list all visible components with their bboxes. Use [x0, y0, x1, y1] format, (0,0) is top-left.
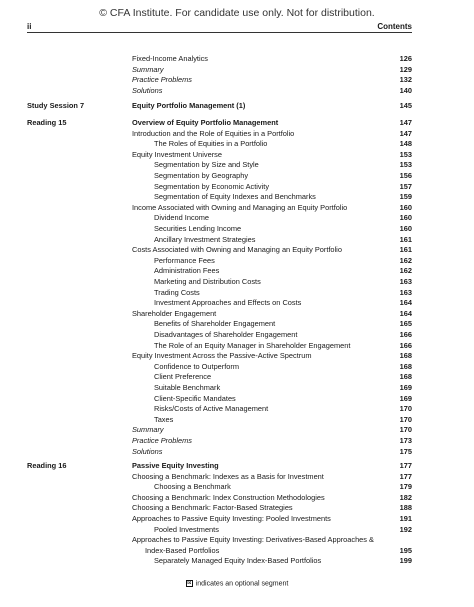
toc-entry	[0, 545, 474, 556]
toc-entry-title: Passive Equity Investing	[132, 461, 219, 470]
watermark: © CFA Institute. For candidate use only. Not for distribution.	[99, 7, 375, 19]
toc-entry-title: Equity Investment Across the Passive-Active Spectrum	[132, 351, 312, 361]
toc-entry-title: Client Preference	[154, 372, 212, 382]
toc-entry-title: Administration Fees	[154, 266, 220, 276]
toc-entry-title: Income Associated with Owning and Managing an Equity Portfolio	[132, 202, 348, 212]
toc-entry	[0, 382, 474, 393]
toc-entry-page: 177	[399, 471, 412, 481]
toc-entry-title: Risks/Costs of Active Management	[154, 404, 269, 414]
toc-entry	[0, 513, 474, 524]
toc-entry-title: Confidence to Outperform	[154, 361, 240, 371]
toc-entry-page: 164	[399, 308, 412, 318]
toc-entry-page: 192	[399, 524, 412, 534]
toc-entry	[0, 202, 474, 213]
toc-entry-title: Practice Problems	[132, 75, 192, 85]
toc-entry	[0, 149, 474, 160]
toc-entry	[0, 393, 474, 404]
toc-entry-title: Ancillary Investment Strategies	[154, 234, 256, 244]
toc-entry	[0, 117, 474, 128]
toc-entry	[0, 234, 474, 245]
toc-entry	[0, 481, 474, 492]
toc-entry	[0, 100, 474, 111]
toc-entry	[0, 446, 474, 457]
toc-entry-title: Solutions	[132, 446, 163, 456]
toc-entry-title: Investment Approaches and Effects on Costs	[154, 298, 302, 308]
toc-entry-title: Disadvantages of Shareholder Engagement	[154, 330, 298, 339]
toc-entry-title: Choosing a Benchmark	[154, 482, 231, 492]
footnote	[0, 580, 474, 587]
toc-entry-label: Reading 15	[27, 118, 67, 127]
toc-entry-page: 140	[399, 85, 412, 95]
toc-entry-page: 147	[399, 128, 412, 138]
toc-entry-title: Separately Managed Equity Index-Based Portfolios	[154, 556, 322, 566]
toc-entry	[0, 492, 474, 503]
toc-entry	[0, 435, 474, 446]
toc-entry	[0, 53, 474, 64]
toc-entry	[0, 371, 474, 382]
toc-entry-page: 145	[399, 101, 412, 110]
toc-entry	[0, 534, 474, 545]
toc-entry-page: 164	[399, 298, 412, 308]
toc-entry-title: Costs Associated with Owning and Managing an Equity Portfolio	[132, 245, 342, 255]
toc-entry	[0, 287, 474, 298]
toc-entry-page: 160	[399, 213, 412, 223]
toc-entry-title: Segmentation by Size and Style	[154, 160, 259, 170]
toc-entry-title: Overview of Equity Portfolio Management	[132, 118, 279, 127]
toc-entry-title: Benefits of Shareholder Engagement	[154, 319, 276, 329]
toc-entry-page: 129	[399, 64, 412, 74]
toc-entry-title: The Role of an Equity Manager in Shareholder Engagement	[154, 340, 351, 350]
toc-entry-page: 156	[399, 171, 412, 180]
toc-entry-page: 162	[399, 266, 412, 276]
toc-entry	[0, 424, 474, 435]
toc-entry	[0, 350, 474, 361]
toc-entry	[0, 74, 474, 85]
toc-entry-title: Choosing a Benchmark: Index Construction Methodologies	[132, 492, 325, 502]
toc-entry-page: 163	[399, 287, 412, 297]
toc-entry	[0, 159, 474, 170]
toc-entry-page: 160	[399, 202, 412, 212]
toc-entry-page: 169	[399, 393, 412, 403]
toc-entry-title: Solutions	[132, 85, 163, 95]
toc-entry-title: Approaches to Passive Equity Investing: Pooled Investments	[132, 514, 331, 523]
toc-entry	[0, 403, 474, 414]
toc-entry-title: Securities Lending Income	[154, 224, 242, 233]
toc-entry-page: 173	[399, 436, 412, 445]
section-title: Contents	[377, 22, 412, 31]
toc-entry	[0, 297, 474, 308]
toc-entry-title: Equity Investment Universe	[132, 149, 222, 159]
toc-entry-title: Equity Portfolio Management (1)	[132, 101, 246, 110]
toc-entry-page: 161	[399, 234, 412, 244]
toc-entry-page: 163	[399, 277, 412, 286]
toc-entry-page: 188	[399, 503, 412, 513]
toc-entry-page: 170	[399, 404, 412, 414]
toc-entry-page: 126	[399, 54, 412, 63]
toc-entry	[0, 276, 474, 287]
toc-entry-page: 157	[399, 181, 412, 191]
toc-entry-page: 168	[399, 361, 412, 371]
toc-entry-title: Approaches to Passive Equity Investing: Derivatives-Based Approaches &	[132, 535, 374, 545]
toc-entry-page: 191	[399, 514, 412, 523]
toc-entry	[0, 212, 474, 223]
toc-entry	[0, 361, 474, 372]
toc-entry-page: 168	[399, 351, 412, 361]
toc-entry	[0, 85, 474, 96]
toc-entry	[0, 170, 474, 181]
toc-entry	[0, 502, 474, 513]
toc-entry-title: Dividend Income	[154, 213, 210, 223]
toc-entry	[0, 244, 474, 255]
toc-entry-page: 169	[399, 383, 412, 392]
toc-entry-page: 153	[399, 149, 412, 159]
toc-entry-title: Index-Based Portfolios	[145, 545, 220, 555]
toc-entry-title: Summary	[132, 64, 164, 74]
toc-entry-title: Taxes	[154, 414, 174, 424]
toc-entry-page: 159	[399, 192, 412, 202]
toc-entry-page: 166	[399, 340, 412, 350]
toc-entry-title: Introduction and the Role of Equities in a Portfolio	[132, 128, 295, 138]
toc-entry-page: 153	[399, 160, 412, 170]
page-number: ii	[27, 22, 32, 31]
toc-entry	[0, 471, 474, 482]
toc-entry-title: Choosing a Benchmark: Indexes as a Basis for Investment	[132, 471, 324, 481]
toc-entry-label: Reading 16	[27, 461, 67, 470]
toc-entry	[0, 414, 474, 425]
toc-entry-page: 170	[399, 414, 412, 424]
toc-entry-page: 177	[399, 461, 412, 470]
toc-entry	[0, 308, 474, 319]
toc-entry-title: Shareholder Engagement	[132, 308, 217, 318]
toc-entry	[0, 64, 474, 75]
toc-entry-page: 161	[399, 245, 412, 255]
toc-entry-page: 165	[399, 319, 412, 329]
toc-entry-page: 199	[399, 556, 412, 566]
toc-entry-page: 179	[399, 482, 412, 492]
toc-entry-page: 168	[399, 372, 412, 382]
toc-entry	[0, 460, 474, 471]
toc-entry-page: 195	[399, 545, 412, 555]
toc-entry-title: The Roles of Equities in a Portfolio	[154, 139, 268, 149]
toc-entry-page: 160	[399, 224, 412, 233]
toc-entry-title: Practice Problems	[132, 436, 192, 445]
toc-entry-page: 132	[399, 75, 412, 85]
toc-entry	[0, 329, 474, 340]
footnote-text: indicates an optional segment	[195, 580, 289, 588]
toc-entry	[0, 191, 474, 202]
toc-entry	[0, 318, 474, 329]
toc-entry-title: Choosing a Benchmark: Factor-Based Strategies	[132, 503, 293, 513]
toc-entry-title: Summary	[132, 425, 164, 435]
toc-entry-title: Client-Specific Mandates	[154, 393, 236, 403]
toc-entry-title: Fixed-Income Analytics	[132, 54, 208, 63]
toc-entry-title: Pooled Investments	[154, 524, 219, 534]
toc-entry-page: 162	[399, 255, 412, 265]
toc-entry	[0, 181, 474, 192]
optional-segment-box-icon: ⊠	[187, 580, 192, 586]
toc-entry-page: 147	[399, 118, 412, 127]
toc-entry-page: 170	[399, 425, 412, 435]
toc-entry-page: 166	[399, 330, 412, 339]
toc-entry-title: Segmentation by Geography	[154, 171, 249, 180]
toc-entry-label: Study Session 7	[27, 101, 85, 110]
toc-entry	[0, 265, 474, 276]
toc-entry-title: Segmentation of Equity Indexes and Benchmarks	[154, 192, 316, 202]
toc-entry	[0, 340, 474, 351]
toc-entry	[0, 138, 474, 149]
toc-entry-title: Performance Fees	[154, 255, 215, 265]
toc-entry	[0, 255, 474, 266]
toc-entry	[0, 128, 474, 139]
toc-entry-page: 182	[399, 492, 412, 502]
toc-entry-title: Trading Costs	[154, 287, 200, 297]
toc-entry	[0, 555, 474, 566]
toc-entry-page: 148	[399, 139, 412, 149]
toc-entry-page: 175	[399, 446, 412, 456]
toc-entry-title: Marketing and Distribution Costs	[154, 277, 261, 286]
toc-entry	[0, 223, 474, 234]
header-rule	[27, 32, 412, 33]
toc-entry-title: Segmentation by Economic Activity	[154, 181, 270, 191]
toc-entry	[0, 524, 474, 535]
toc-entry-title: Suitable Benchmark	[154, 383, 221, 392]
